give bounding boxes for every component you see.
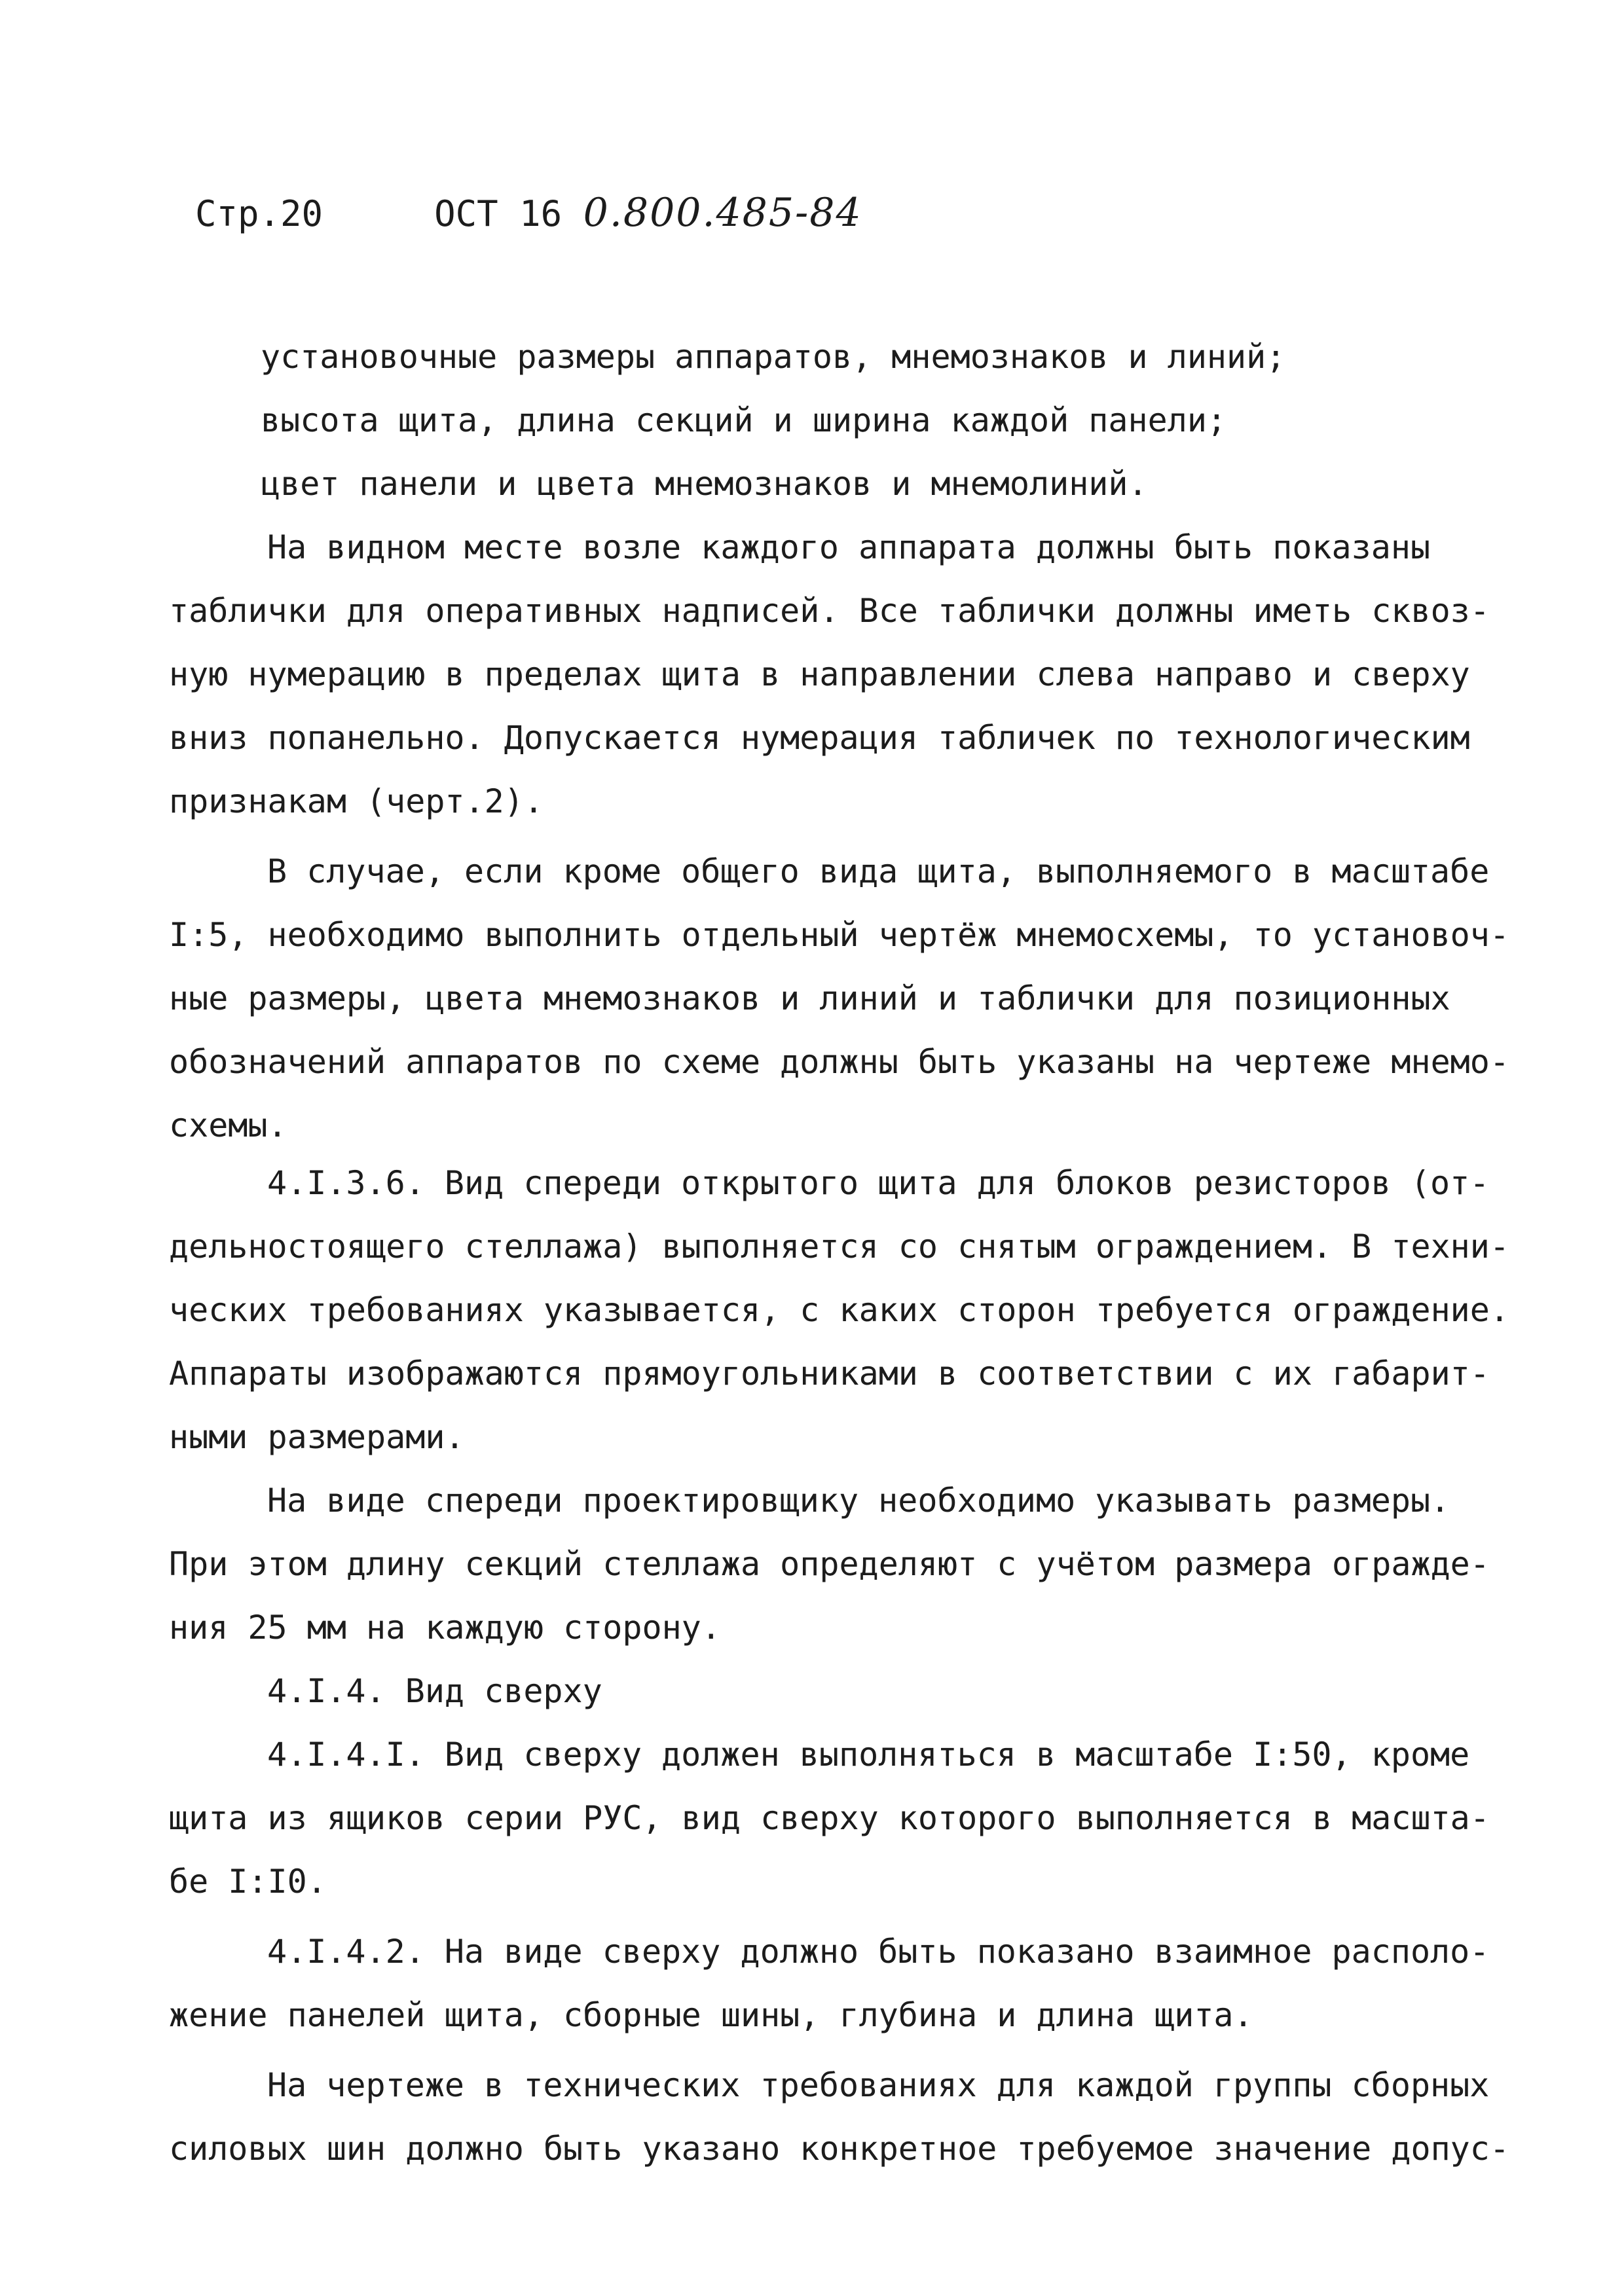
- text-line: жение панелей щита, сборные шины, глубина и длина щита.: [169, 1996, 1253, 2034]
- text-line: высота щита, длина секций и ширина каждой панели;: [261, 401, 1227, 439]
- text-line: цвет панели и цвета мнемознаков и мнемолиний.: [261, 465, 1148, 503]
- text-line: ческих требованиях указывается, с каких сторон требуется ограждение.: [169, 1291, 1509, 1329]
- text-line: Аппараты изображаются прямоугольниками в соответствии с их габарит-: [169, 1355, 1490, 1393]
- section-line: 4.I.4.I. Вид сверху должен выполняться в масштабе I:50, кроме: [267, 1736, 1470, 1774]
- text-line: бе I:I0.: [169, 1863, 327, 1901]
- text-line: ные размеры, цвета мнемознаков и линий и таблички для позиционных: [169, 979, 1450, 1017]
- section-line: 4.I.3.6. Вид спереди открытого щита для блоков резисторов (от-: [267, 1164, 1490, 1202]
- paragraph-start-line: На виде спереди проектировщику необходимо указывать размеры.: [267, 1482, 1450, 1520]
- text-line: силовых шин должно быть указано конкретное требуемое значение допус-: [169, 2130, 1509, 2168]
- text-line: ния 25 мм на каждую сторону.: [169, 1609, 721, 1647]
- text-line: признакам (черт.2).: [169, 782, 544, 820]
- standard-number: ОСТ 16: [434, 193, 563, 234]
- standard-handwritten-number: 0.800.485-84: [583, 190, 862, 236]
- section-line: 4.I.4.2. На виде сверху должно быть показано взаимное располо-: [267, 1933, 1490, 1971]
- text-line: щита из ящиков серии РУС, вид сверху которого выполняется в масшта-: [169, 1799, 1490, 1837]
- text-line: ную нумерацию в пределах щита в направлении слева направо и сверху: [169, 655, 1470, 693]
- paragraph-start-line: На видном месте возле каждого аппарата должны быть показаны: [267, 528, 1431, 566]
- page-header: [195, 190, 862, 236]
- text-line: дельностоящего стеллажа) выполняется со снятым ограждением. В техни-: [169, 1228, 1509, 1266]
- text-line: При этом длину секций стеллажа определяют с учётом размера огражде-: [169, 1545, 1490, 1583]
- text-line: ными размерами.: [169, 1418, 465, 1456]
- text-line: вниз попанельно. Допускается нумерация табличек по технологическим: [169, 719, 1470, 757]
- text-line: таблички для оперативных надписей. Все таблички должны иметь сквоз-: [169, 592, 1490, 630]
- page-number: Стр.20: [195, 193, 323, 234]
- section-heading: 4.I.4. Вид сверху: [267, 1672, 602, 1710]
- text-line: установочные размеры аппаратов, мнемознаков и линий;: [261, 338, 1286, 376]
- text-line: I:5, необходимо выполнить отдельный чертёж мнемосхемы, то установоч-: [169, 916, 1509, 954]
- paragraph-start-line: На чертеже в технических требованиях для каждой группы сборных: [267, 2066, 1490, 2104]
- text-line: обозначений аппаратов по схеме должны быть указаны на чертеже мнемо-: [169, 1043, 1509, 1081]
- text-line: схемы.: [169, 1106, 287, 1144]
- paragraph-start-line: В случае, если кроме общего вида щита, выполняемого в масштабе: [267, 852, 1490, 890]
